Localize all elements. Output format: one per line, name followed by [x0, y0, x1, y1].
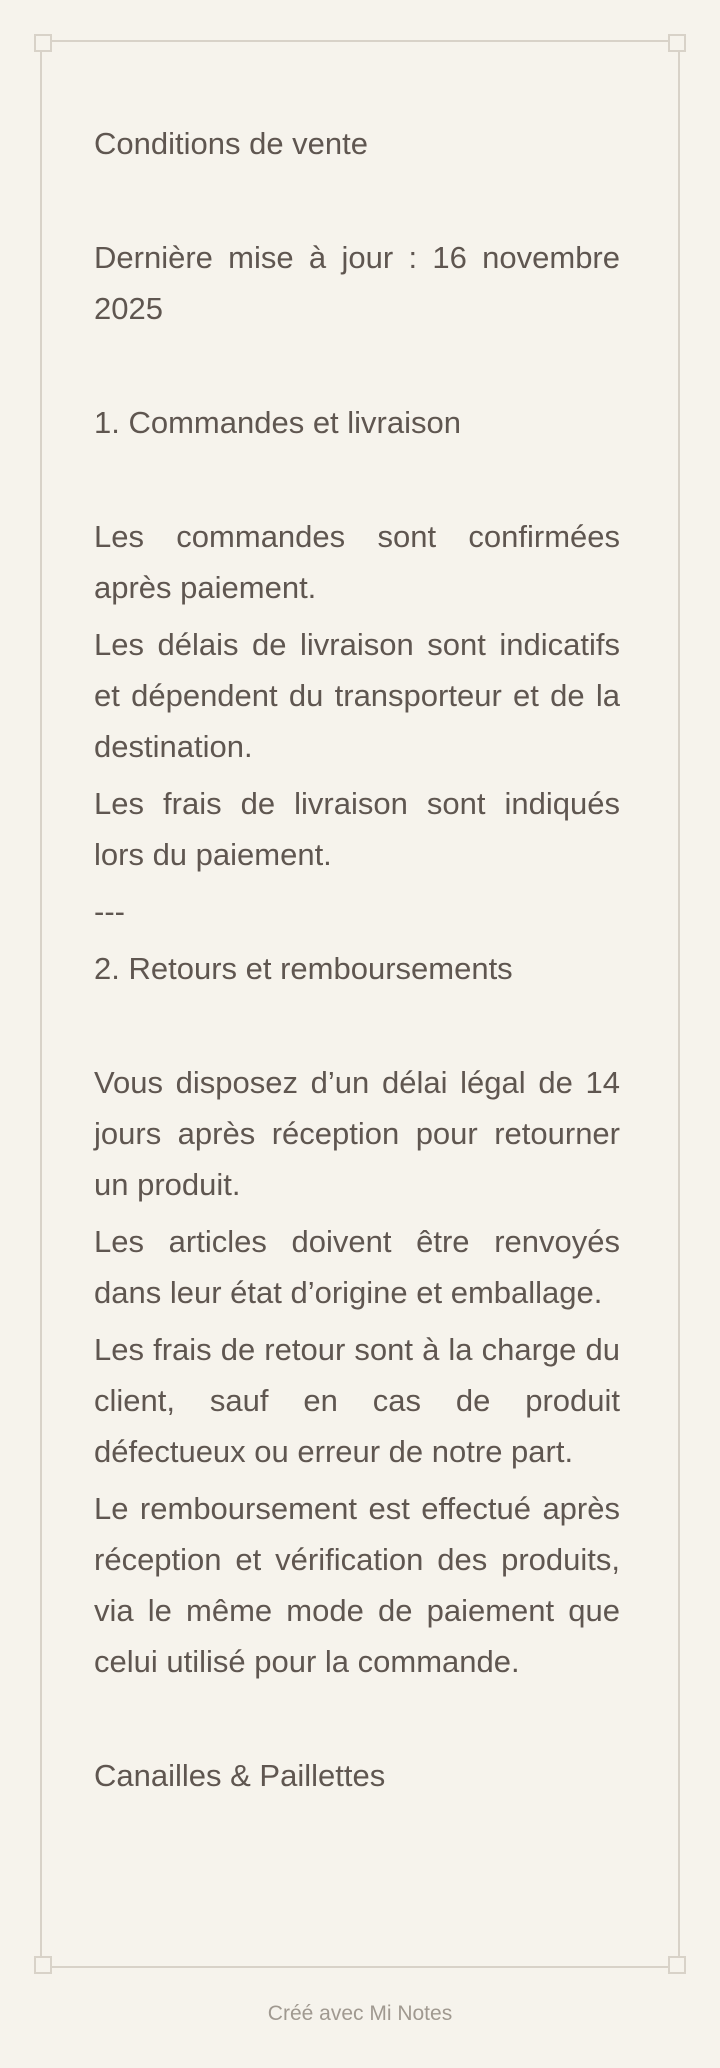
frame-corner-ornament	[34, 1956, 52, 1974]
frame-corner-ornament	[668, 1956, 686, 1974]
paragraph: Les frais de livraison sont indiqués lors du paiement.	[94, 786, 620, 872]
footer-credit: Créé avec Mi Notes	[267, 2002, 453, 2025]
last-updated: Dernière mise à jour : 16 novembre 2025	[94, 240, 620, 326]
paragraph: Vous disposez d’un délai légal de 14 jours après réception pour retourner un produit.	[94, 1065, 620, 1202]
paragraph: Les frais de retour sont à la charge du client, sauf en cas de produit défectueux ou erreur de notre part.	[94, 1332, 620, 1469]
signature: Canailles & Paillettes	[94, 1758, 386, 1793]
paragraph: Les commandes sont confirmées après paiement.	[94, 519, 620, 605]
frame-corner-ornament	[668, 34, 686, 52]
section-heading-orders: 1. Commandes et livraison	[94, 405, 461, 440]
section-heading-returns: 2. Retours et remboursements	[94, 951, 513, 986]
paragraph: Le remboursement est effectué après réception et vérification des produits, via le même mode de paiement que celui utilisé pour la commande.	[94, 1491, 620, 1679]
page-title: Conditions de vente	[94, 126, 369, 161]
frame-corner-ornament	[34, 34, 52, 52]
note-content	[94, 118, 620, 1801]
paragraph: Les délais de livraison sont indicatifs et dépendent du transporteur et de la destination.	[94, 627, 620, 764]
paragraph: Les articles doivent être renvoyés dans leur état d’origine et emballage.	[94, 1224, 620, 1310]
separator: ---	[94, 894, 125, 929]
